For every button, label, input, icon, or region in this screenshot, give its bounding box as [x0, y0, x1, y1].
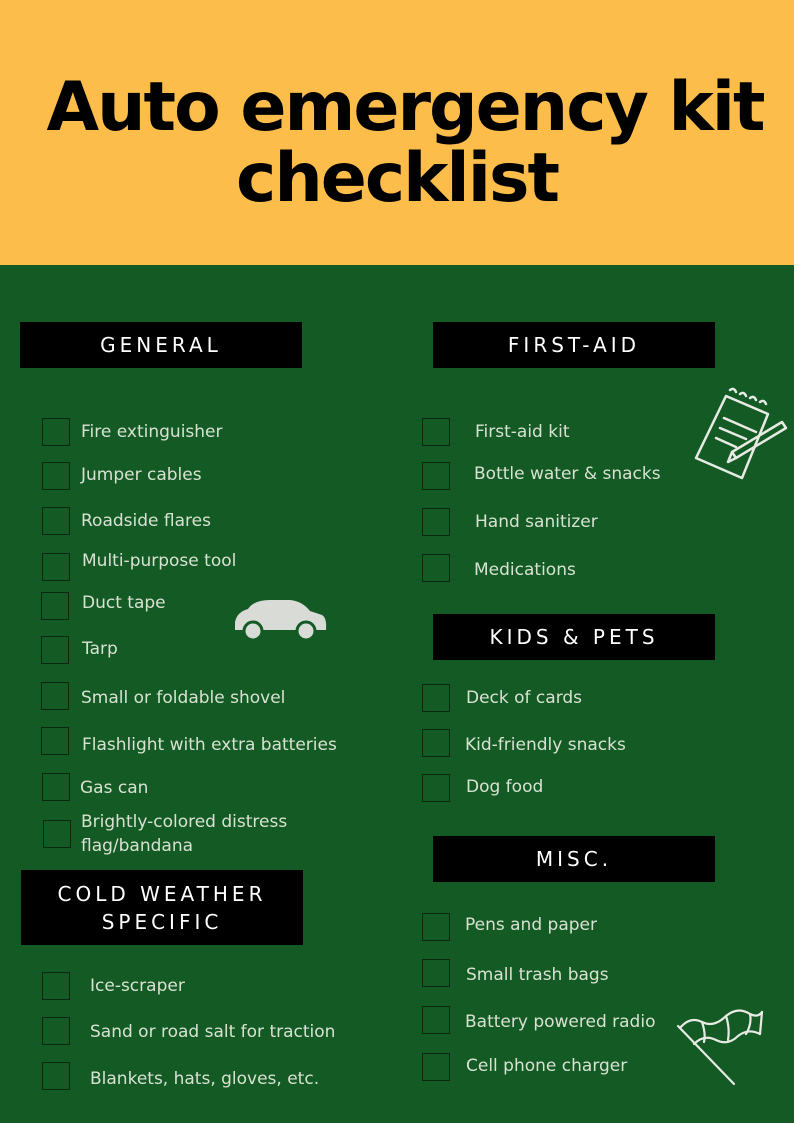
section-heading-misc: MISC. — [433, 836, 715, 882]
item-label-phone-charger: Cell phone charger — [466, 1056, 628, 1076]
checkbox-first-aid-kit[interactable] — [422, 418, 450, 446]
checkbox-kid-snacks[interactable] — [422, 729, 450, 757]
item-label-hand-sanitizer: Hand sanitizer — [475, 512, 598, 532]
item-label-radio: Battery powered radio — [465, 1012, 656, 1032]
checkbox-multi-purpose-tool[interactable] — [42, 553, 70, 581]
item-label-jumper-cables: Jumper cables — [81, 465, 202, 485]
item-label-roadside-flares: Roadside flares — [81, 511, 211, 531]
item-label-kid-snacks: Kid-friendly snacks — [465, 735, 626, 755]
checkbox-radio[interactable] — [422, 1006, 450, 1034]
checkbox-flashlight[interactable] — [41, 727, 69, 755]
notepad-pencil-icon — [690, 386, 790, 482]
item-label-pens-paper: Pens and paper — [465, 915, 597, 935]
item-label-medications: Medications — [474, 560, 576, 580]
item-label-tarp: Tarp — [82, 639, 118, 659]
item-label-bottle-water: Bottle water & snacks — [474, 464, 661, 484]
item-label-multi-purpose-tool: Multi-purpose tool — [82, 551, 237, 571]
item-label-fire-extinguisher: Fire extinguisher — [81, 422, 223, 442]
checkbox-fire-extinguisher[interactable] — [42, 418, 70, 446]
flag-icon — [676, 1008, 766, 1088]
item-label-flashlight: Flashlight with extra batteries — [82, 735, 337, 755]
checkbox-ice-scraper[interactable] — [42, 972, 70, 1000]
checkbox-jumper-cables[interactable] — [42, 462, 70, 490]
checkbox-gas-can[interactable] — [42, 773, 70, 801]
item-label-deck-of-cards: Deck of cards — [466, 688, 583, 708]
page-title-line2: checklist — [236, 139, 558, 218]
checkbox-bottle-water[interactable] — [422, 462, 450, 490]
checkbox-phone-charger[interactable] — [422, 1053, 450, 1081]
checkbox-duct-tape[interactable] — [41, 592, 69, 620]
item-label-trash-bags: Small trash bags — [466, 965, 609, 985]
section-heading-cold-weather-line2: SPECIFIC — [101, 909, 223, 934]
checkbox-medications[interactable] — [422, 554, 450, 582]
item-label-shovel: Small or foldable shovel — [81, 688, 286, 708]
section-heading-kids-pets: KIDS & PETS — [433, 614, 715, 660]
checkbox-dog-food[interactable] — [422, 774, 450, 802]
checkbox-blankets[interactable] — [42, 1062, 70, 1090]
item-label-first-aid-kit: First-aid kit — [475, 422, 570, 442]
page-title-line1: Auto emergency kit — [46, 68, 764, 147]
section-heading-general: GENERAL — [20, 322, 302, 368]
item-label-sand-salt: Sand or road salt for traction — [90, 1022, 336, 1042]
section-heading-cold-weather-line1: COLD WEATHER — [57, 881, 267, 906]
checkbox-pens-paper[interactable] — [422, 913, 450, 941]
item-label-ice-scraper: Ice-scraper — [90, 976, 185, 996]
item-label-dog-food: Dog food — [466, 777, 544, 797]
item-label-blankets: Blankets, hats, gloves, etc. — [90, 1069, 320, 1089]
checkbox-sand-salt[interactable] — [42, 1017, 70, 1045]
item-label-distress-flag-line1: Brightly-colored distress — [81, 812, 288, 832]
section-heading-first-aid: FIRST-AID — [433, 322, 715, 368]
item-label-gas-can: Gas can — [80, 778, 149, 798]
item-label-distress-flag-line2: flag/bandana — [81, 836, 194, 856]
checkbox-roadside-flares[interactable] — [42, 507, 70, 535]
checkbox-hand-sanitizer[interactable] — [422, 508, 450, 536]
checkbox-deck-of-cards[interactable] — [422, 684, 450, 712]
car-icon — [232, 598, 328, 642]
checkbox-shovel[interactable] — [41, 682, 69, 710]
checkbox-distress-flag[interactable] — [43, 820, 71, 848]
section-heading-cold-weather — [21, 870, 303, 945]
checkbox-trash-bags[interactable] — [422, 959, 450, 987]
item-label-duct-tape: Duct tape — [82, 593, 166, 613]
checkbox-tarp[interactable] — [41, 636, 69, 664]
